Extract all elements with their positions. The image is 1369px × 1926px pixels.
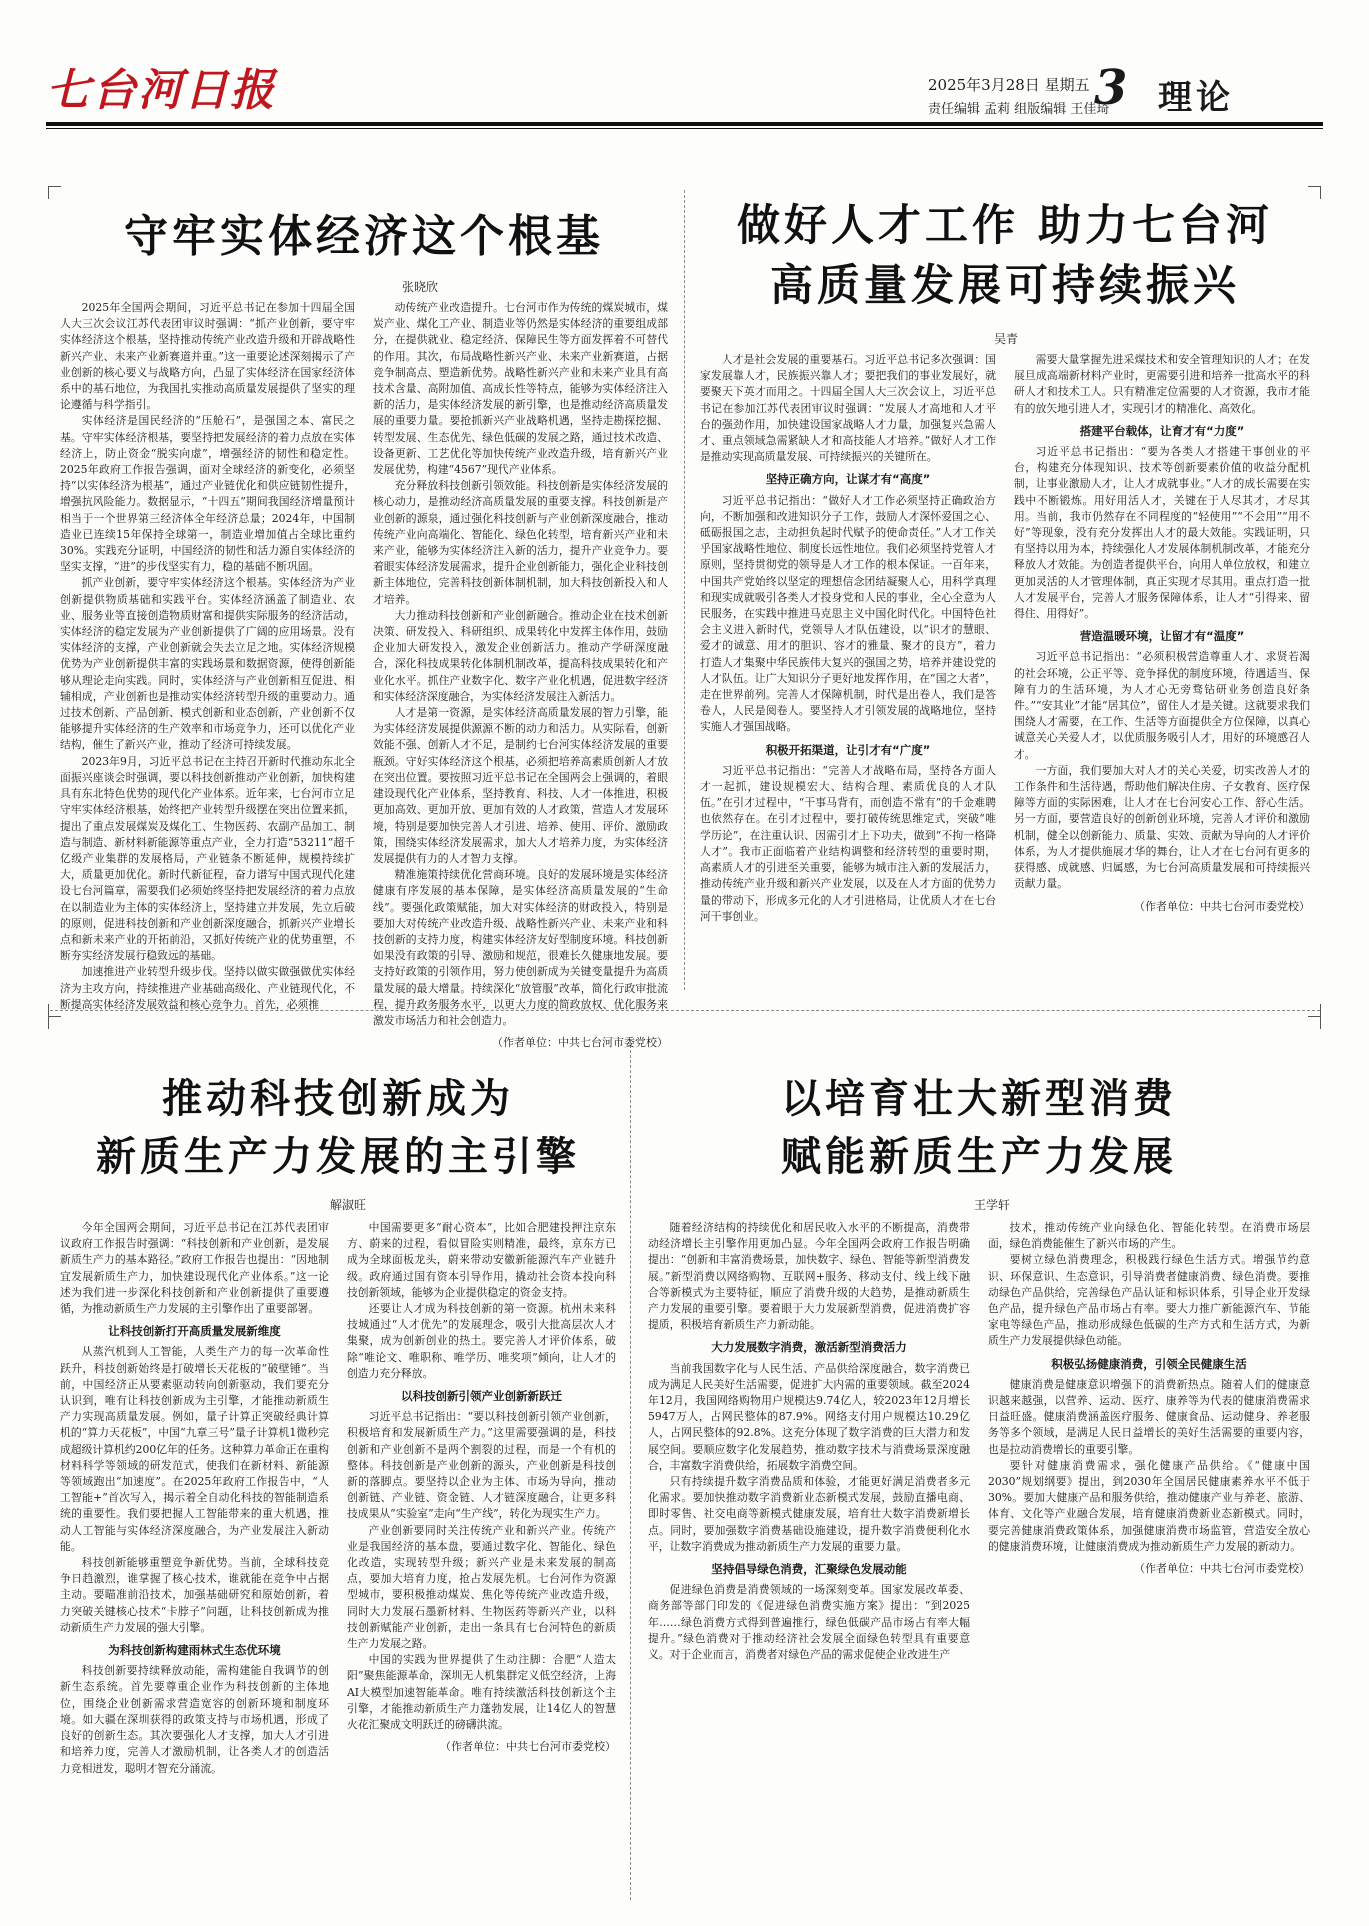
column-divider-bottom — [630, 1040, 631, 1900]
paragraph: 抓产业创新，要守牢实体经济这个根基。实体经济为产业创新提供物质基础和实践平台。实体经济涵盖了制造业、农业、服务业等直接创造物质财富和提供实际服务的经济活动，实体经济的稳定发展为产业创新提供了广阔的应用场景。没有实体经济的支撑，产业创新就会失去立足之地。实体经济规模优势为产业创新提供丰富的实践场景和数据资源，使得创新能够从理论走向实践。同时，实体经济与产业创新相互促进、相辅相成，产业创新也是推动实体经济转型升级的重要动力。通过技术创新、产品创新、模式创新和业态创新，产业创新不仅能够提升实体经济的生产效率和市场竞争力，还可以优化产业结构，催生了新兴产业，推动了经济可持续发展。 — [60, 576, 355, 752]
article-body — [700, 352, 1310, 1000]
paragraph: 中国需要更多“耐心资本”，比如合肥建投押注京东方、蔚来的过程，看似冒险实则精准，最终，京东方已成为全球面板龙头，蔚来带动安徽新能源汽车产业链升级。政府通过国有资本引导作用，撬动社会资本投向科技创新领域，能够为企业提供稳定的资金支持。 — [347, 1221, 616, 1299]
issue-date: 2025年3月28日 星期五 — [928, 76, 1090, 94]
subheading: 积极弘扬健康消费，引领全民健康生活 — [1051, 1356, 1247, 1371]
paragraph: 大力推动科技创新和产业创新融合。推动企业在技术创新决策、研发投入、科研组织、成果转化中发挥主体作用，鼓励企业加大研发投入，激发企业创新活力。推动产学研深度融合，深化科技成果转化体制机制改革，提高科技成果转化和产业化水平。抓住产业数字化、数字产业化机遇，促进数字经济和实体经济深度融合，为实体经济发展注入新活力。 — [373, 608, 668, 703]
paragraph: 科技创新能够重塑竞争新优势。当前，全球科技竞争日趋激烈，谁掌握了核心技术，谁就能在竞争中占据主动。要瞄准前沿技术，加强基础研究和原始创新，着力突破关键核心技术“卡脖子”问题，让科技创新成为推动新质生产力发展的强大引擎。 — [60, 1556, 329, 1634]
column-divider-top — [684, 190, 685, 990]
paragraph: 要树立绿色消费理念，积极践行绿色生活方式。增强节约意识、环保意识、生态意识，引导消费者健康消费、绿色消费。要推动绿色产品供给，完善绿色产品认证和标识体系，引导企业开发绿色产品，提升绿色产品市场占有率。要大力推广新能源汽车、节能家电等绿色产品，推动形成绿色低碳的生产方式和生活方式，为新质生产力发展提供绿色动能。 — [988, 1253, 1310, 1348]
author-affiliation: （作者单位：中共七台河市委党校） — [492, 1036, 668, 1050]
article-headline: 守牢实体经济这个根基 — [124, 211, 604, 262]
headline-line: 以培育壮大新型消费 — [781, 1076, 1177, 1122]
paragraph: 科技创新要持续释放动能，需构建能自我调节的创新生态系统。首先要尊重企业作为科技创新的主体地位，围绕企业创新需求营造宽容的创新环境和制度环境。如大疆在深圳获得的政策支持与市场机遇，形成了良好的创新生态。其次要强化人才支撑，加大人才引进和培养力度，完善人才激励机制，让各类人才的创造活力竞相迸发，聪明才智充分涌流。 — [60, 1664, 329, 1775]
paragraph: 习近平总书记指出：“必须积极营造尊重人才、求贤若渴的社会环境，公正平等、竞争择优的制度环境，待遇适当、保障有力的生活环境，为人才心无旁骛钻研业务创造良好条件。”“安其业”才能“居其位”，留住人才是关键。这就要求我们围绕人才需要，在工作、生活等方面提供全方位保障，以真心诚意关心关爱人才，以优质服务吸引人才，用好的环境感召人才。 — [1014, 650, 1310, 761]
paragraph: 只有持续提升数字消费品质和体验，才能更好满足消费者多元化需求。要加快推动数字消费新业态新模式发展，鼓励直播电商、即时零售、社交电商等新模式健康发展，培育壮大数字消费新增长点。同时，要加强数字消费基础设施建设，提升数字消费便利化水平，让数字消费成为推动新质生产力发展的重要力量。 — [648, 1475, 970, 1553]
article-headline — [60, 1070, 616, 1186]
subheading: 为科技创新构建雨林式生态优环境 — [108, 1643, 281, 1658]
paragraph: 习近平总书记指出：“要以科技创新引领产业创新，积极培育和发展新质生产力。”这里需要强调的是，科技创新和产业创新不是两个割裂的过程，而是一个有机的整体。科技创新是产业创新的源头，产业创新是科技创新的落脚点。要坚持以企业为主体、市场为导向，推动创新链、产业链、资金链、人才链深度融合，让更多科技成果从“实验室”走向“生产线”，转化为现实生产力。 — [347, 1410, 616, 1521]
headline-line: 新质生产力发展的主引擎 — [96, 1134, 580, 1180]
headline-line: 做好人才工作 助力七台河 — [737, 201, 1273, 251]
masthead-rule — [46, 122, 1323, 126]
paragraph: 习近平总书记指出：“完善人才战略布局，坚持各方面人才一起抓，建设规模宏大、结构合理、素质优良的人才队伍。”在引才过程中，“干事马背有，而创造不常有”的千金难聘也依然存在。在引才过程中，要打破传统思维定式，突破“唯学历论”，在注重认识、因需引才上下功夫，做到“不拘一格降人才”。我市正面临着产业结构调整和经济转型的重要时期，高素质人才的引进至关重要，能够为城市注入新的发展活力，推动传统产业升级和新兴产业发展，以及在人才方面的优势力量的带动下，形成多元化的人才引进格局，让优质人才在七台河干事创业。 — [700, 763, 996, 923]
article-body — [648, 1220, 1310, 1900]
paragraph: 技术，推动传统产业向绿色化、智能化转型。在消费市场层面，绿色消费能催生了新兴市场的产生。 — [988, 1221, 1310, 1251]
paragraph: 需要大量掌握先进采煤技术和安全管理知识的人才；在发展旦成高端新材料产业时，更需要引进和培养一批高水平的科研人才和技术工人。只有精准定位需要的人才资源，我市才能有的放矢地引进人才，实现引才的精准化、高效化。 — [1014, 353, 1310, 415]
paragraph: 还要让人才成为科技创新的第一资源。杭州未来科技城通过“人才优先”的发展理念，吸引大批高层次人才集聚，成为创新创业的热土。要完善人才评价体系，破除“唯论文、唯职称、唯学历、唯奖项”倾向，让人才的创造力充分释放。 — [347, 1302, 616, 1380]
paragraph: 精准施策持续优化营商环境。良好的发展环境是实体经济健康有序发展的基本保障，是实体经济高质量发展的“生命线”。要强化政策赋能，加大对实体经济的财政投入，特别是要加大对传统产业改造升级、战略性新兴产业、未来产业和科技创新的支持力度，构建实体经济友好型制度环境。科技创新如果没有政策的引导、激励和规范，很难长久健康地发展。要支持好政策的引领作用，努力使创新成为关键变量提升为高质量发展的最大增量。持续深化“放管服”改革，简化行政审批流程，提升政务服务水平，以更大力度的简政放权、优化服务来激发市场活力和社会创造力。 — [373, 868, 668, 1027]
article-column — [648, 1220, 970, 1900]
subheading: 搭建平台载体，让育才有“力度” — [1079, 423, 1245, 438]
section-title: 理论 — [1158, 78, 1234, 118]
subheading: 坚持正确方向，让谋才有“高度” — [765, 472, 931, 487]
article-byline: 张晓欣 — [401, 280, 438, 294]
paragraph: 加速推进产业转型升级步伐。坚持以做实做强做优实体经济为主攻方向，持续推进产业基础高级化、产业链现代化，不断提高实体经济发展效益和核心竞争力。首先，必须推 — [60, 965, 355, 1011]
paragraph: 促进绿色消费是消费领域的一场深刻变革。国家发展改革委、商务部等部门印发的《促进绿色消费实施方案》提出：“到2025年……绿色消费方式得到普遍推行，绿色低碳产品市场占有率大幅提升。”绿色消费对于推动经济社会发展全面绿色转型具有重要意义。对于企业而言，消费者对绿色产品的需求促使企业改进生产 — [648, 1583, 970, 1662]
paragraph: 动传统产业改造提升。七台河市作为传统的煤炭城市，煤炭产业、煤化工产业、制造业等仍然是实体经济的重要组成部分，在提供就业、稳定经济、保障民生等方面发挥着不可替代的作用。其次，布局战略性新兴产业、未来产业新赛道，占据竞争制高点、塑造新优势。战略性新兴产业和未来产业具有高技术含量、高附加值、高成长性等特点，能够为实体经济注入新的活力，是实体经济发展的新引擎，也是推动经济高质量发展的重要力量。要抢抓新兴产业战略机遇，坚持走勘探挖掘、转型发展、生态优先、绿色低碳的发展之路，通过技术改造、设备更新、工艺优化等加快传统产业改造升级，培育新兴产业发展优势，构建“4567”现代产业体系。 — [373, 301, 668, 477]
paragraph: 产业创新要同时关注传统产业和新兴产业。传统产业是我国经济的基本盘，要通过数字化、智能化、绿色化改造，实现转型升级；新兴产业是未来发展的制高点，要加大培育力度，抢占发展先机。七台河作为资源型城市，要积极推动煤炭、焦化等传统产业改造升级，同时大力发展石墨新材料、生物医药等新兴产业，以科技创新赋能产业创新，走出一条具有七台河特色的新质生产力发展之路。 — [347, 1523, 616, 1651]
masthead — [0, 0, 1369, 118]
article-headline — [700, 196, 1310, 316]
article-solid-economy — [60, 140, 668, 1050]
newspaper-logo: 七台河日报 — [46, 65, 276, 116]
article-column — [60, 1220, 329, 1900]
frame-corner — [48, 1016, 61, 1029]
article-column — [1014, 352, 1310, 1000]
article-body — [60, 1220, 616, 1900]
page-number: 3 — [1094, 60, 1128, 116]
article-column — [700, 352, 996, 1000]
article-talent-work — [700, 140, 1310, 1000]
paragraph: 人才是社会发展的重要基石。习近平总书记多次强调：国家发展靠人才，民族振兴靠人才；要把我们的事业发展好，就要聚天下英才而用之。十四届全国人大三次会议上，习近平总书记在参加江苏代表团审议时强调：“发展人才高地和人才平台的强劲作用，加快建设国家战略人才力量，加强复兴急需人才、重点领域急需紧缺人才和高技能人才培养。”做好人才工作是推动实现高质量发展、可持续振兴的关键所在。 — [700, 353, 996, 464]
paragraph: 从蒸汽机到人工智能，人类生产力的每一次革命性跃升，科技创新始终是打破增长天花板的“破壁锤”。当前，中国经济正从要素驱动转向创新驱动，我们要充分认识到，唯有让科技创新成为主引擎，才能推动新质生产力实现高质量发展。例如，量子计算正突破经典计算机的“算力天花板”，中国“九章三号”量子计算机1微秒完成超级计算机约200亿年的任务。这种算力革命正在重构材料科学等领域的研发范式，使我们在新材料、新能源等领域跑出“加速度”。在2025年政府工作报告中，“人工智能+”首次写入，揭示着全自动化科技的智能制造系统的重要性。我们要把握人工智能带来的重大机遇，推动人工智能与实体经济深度融合，为产业发展注入新动能。 — [60, 1345, 329, 1553]
article-column — [347, 1220, 616, 1900]
article-headline — [648, 1070, 1310, 1186]
article-new-consumption — [648, 1030, 1310, 1900]
article-byline: 解淑旺 — [329, 1198, 366, 1212]
headline-line: 赋能新质生产力发展 — [781, 1134, 1177, 1180]
subheading: 让科技创新打开高质量发展新维度 — [108, 1324, 281, 1339]
paragraph: 今年全国两会期间，习近平总书记在江苏代表团审议政府工作报告时强调：“科技创新和产业创新，是发展新质生产力的基本路径。”政府工作报告也提出：“因地制宜发展新质生产力，加快建设现代化产业体系。”这一论述为我们进一步深化科技创新和产业创新提供了重要遵循，为推动新质生产力发展的主引擎作出了重要部署。 — [60, 1221, 329, 1316]
paragraph: 人才是第一资源，是实体经济高质量发展的智力引擎，能为实体经济发展提供源源不断的动力和活力。从实际看，创新效能不强、创新人才不足，是制约七台河实体经济发展的重要瓶颈。守好实体经济这个根基，必须把培养高素质创新人才放在突出位置。要按照习近平总书记在全国两会上强调的，着眼建设现代化产业体系，坚持教育、科技、人才一体推进，积极更加高效、更加开放、更加有效的人才政策，营造人才发展环境，特别是要加快完善人才引进、培养、使用、评价、激励政策，围绕实体经济发展需求，加大人才培养力度，为实体经济发展提供有力的人才智力支撑。 — [373, 706, 668, 865]
paragraph: 健康消费是健康意识增强下的消费新热点。随着人们的健康意识越来越强，以营养、运动、医疗、康养等为代表的健康消费需求日益旺盛。健康消费涵盖医疗服务、健康食品、运动健身、养老服务等多个领域，是满足人民日益增长的美好生活需要的重要内容，也是拉动消费增长的重要引擎。 — [988, 1377, 1310, 1456]
paragraph: 习近平总书记指出：“要为各类人才搭建干事创业的平台，构建充分体现知识、技术等创新要素价值的收益分配机制，让事业激励人才，让人才成就事业。”人才的成长需要在实践中不断锻炼。用好用活人才，关键在于人尽其才，才尽其用。当前，我市仍然存在不同程度的“轻使用”“不会用”“用不好”等现象，没有充分发挥出人才的最大效能。实践证明，只有坚持以用为本，持续强化人才发展体制机制改革，才能充分释放人才效能。为创造者提供平台，向用人单位放权，和建立更加灵活的人才管理体制，真正实现才尽其用。重点打造一批人才发展平台，完善人才服务保障体系，让人才“引得来、留得住、用得好”。 — [1014, 445, 1310, 621]
paragraph: 充分释放科技创新引领效能。科技创新是实体经济发展的核心动力，是推动经济高质量发展的重要支撑。科技创新是产业创新的源泉，通过强化科技创新与产业创新深度融合，推动传统产业向高端化、智能化、绿色化转型，培育新兴产业和未来产业，能够为实体经济注入新的活力，提升产业竞争力。要着眼实体经济发展需求，提升企业创新能力，强化企业科技创新主体地位，完善科技创新体制机制，加大科技创新投入和人才培养。 — [373, 479, 668, 606]
headline-line: 高质量发展可持续振兴 — [770, 261, 1240, 311]
article-byline: 王学轩 — [973, 1198, 1010, 1212]
paragraph: 实体经济是国民经济的“压舱石”，是强国之本、富民之基。守牢实体经济根基，要坚持把发展经济的着力点放在实体经济上，防止资金“脱实向虚”，增强经济的韧性和稳定性。2025年政府工作报告强调，面对全球经济的新变化，必须坚持“以实体经济为根基”，通过产业链优化和供应链韧性提升，增强抗风险能力。数据显示，“十四五”期间我国经济增量预计相当于一个世界第三经济体全年经济总量；2024年，中国制造业已连续15年保持全球第一，制造业增加值占全球比重约30%。实践充分证明，中国经济的韧性和活力源自实体经济的坚实支撑，“进”的步伐坚实有力，稳的基础不断巩固。 — [60, 414, 355, 574]
masthead-rule-thin — [46, 128, 1323, 129]
subheading: 坚持倡导绿色消费，汇聚绿色发展动能 — [711, 1562, 907, 1577]
author-affiliation: （作者单位：中共七台河市委党校） — [1134, 1562, 1310, 1576]
article-column — [60, 300, 355, 1011]
article-body — [60, 300, 668, 1050]
paragraph: 当前我国数字化与人民生活、产品供给深度融合，数字消费已成为满足人民美好生活需要，促进扩大内需的重要领域。截至2024年12月，我国网络购物用户规模达9.74亿人，较2023年12月增长5947万人，占网民整体的87.9%。网络支付用户规模达10.29亿人，占网民整体的92.8%。这充分体现了数字消费的巨大潜力和发展空间。要顺应数字化发展趋势，推动数字技术与消费场景深度融合，丰富数字消费供给，拓展数字消费空间。 — [648, 1361, 970, 1472]
author-affiliation: （作者单位：中共七台河市委党校） — [1134, 899, 1310, 913]
editor-credits: 责任编辑 孟莉 组版编辑 王佳琦 — [928, 102, 1110, 117]
article-byline: 吴青 — [993, 332, 1018, 346]
paragraph: 一方面，我们要加大对人才的关心关爱，切实改善人才的工作条件和生活待遇，帮助他们解决住房、子女教育、医疗保障等方面的实际困难，让人才在七台河安心工作、舒心生活。另一方面，要营造良好的创新创业环境，完善人才评价和激励机制，健全以创新能力、质量、实效、贡献为导向的人才评价体系，为人才提供施展才华的舞台，让人才在七台河有更多的获得感、成就感、归属感，为七台河高质量发展和可持续振兴贡献力量。 — [1014, 763, 1310, 891]
paragraph: 2025年全国两会期间，习近平总书记在参加十四届全国人大三次会议江苏代表团审议时强调：“抓产业创新，要守牢实体经济这个根基，坚持推动传统产业改造升级和开辟战略性新兴产业、未来产业新赛道并重。”这一重要论述深刻揭示了产业创新的核心要义与战略方向，凸显了实体经济在国家经济体系中的基石地位，为我国扎实推动高质量发展提供了坚实的理论遵循与科学指引。 — [60, 301, 355, 412]
headline-line: 推动科技创新成为 — [162, 1076, 514, 1122]
paragraph: 要针对健康消费需求，强化健康产品供给。《“健康中国2030”规划纲要》提出，到2030年全国居民健康素养水平不低于30%。要加大健康产品和服务供给，推动健康产业与养老、旅游、体育、文化等产业融合发展，培育健康消费新业态新模式。同时，要完善健康消费政策体系，加强健康消费市场监管，营造安全放心的健康消费环境，让健康消费成为推动新质生产力发展的新动力。 — [988, 1458, 1310, 1553]
article-tech-innovation — [60, 1030, 616, 1900]
paragraph: 习近平总书记指出：“做好人才工作必须坚持正确政治方向，不断加强和改进知识分子工作，鼓励人才深怀爱国之心、砥砺报国之志，主动担负起时代赋予的使命责任。”人才工作关乎国家战略性地位、制度长远性地位。我们必须坚持党管人才原则，坚持贯彻党的领导是人才工作的根本保证。一百年来，中国共产党始终以坚定的理想信念团结凝聚人心，用科学真理和现实成就吸引各类人才投身党和人民的事业，全心全意为人民服务，在实践中推进马克思主义中国化时代化。中国特色社会主义进入新时代，党领导人才队伍建设，以“识才的慧眼、爱才的诚意、用才的胆识、容才的雅量、聚才的良方”，着力打造人才集聚中华民族伟大复兴的强国之势，培养并建设党的人才队伍。让广大知识分子更好地发挥作用，在“国之大者”，走在世界前列。完善人才保障机制，时代是出卷人，我们是答卷人，人民是阅卷人。要坚持人才引领发展的战略地位，坚持实施人才强国战略。 — [700, 493, 996, 734]
article-column — [988, 1220, 1310, 1900]
paragraph: 中国的实践为世界提供了生动注脚：合肥“人造太阳”聚焦能源革命，深圳无人机集群定义低空经济，上海AI大模型加速智能革命。唯有持续激活科技创新这个主引擎，才能推动新质生产力蓬勃发展，让14亿人的智慧火花汇聚成文明跃迁的磅礴洪流。 — [347, 1653, 616, 1732]
subheading: 以科技创新引领产业创新新跃迁 — [401, 1389, 562, 1404]
paragraph: 2023年9月，习近平总书记在主持召开新时代推动东北全面振兴座谈会时强调，要以科技创新推动产业创新，加快构建具有东北特色优势的现代化产业体系。近年来，七台河市立足守牢实体经济根基，始终把产业转型升级摆在突出位置来抓，提出了重点发展煤炭及煤化工、生物医药、农副产品加工、制造与制造、新材料新能源等重点产业，全力打造“53211”超千亿级产业集群的发展格局，产业链条不断延伸，规模持续扩大，质量更加优化。新时代新征程，奋力谱写中国式现代化建设七台河篇章，需要我们必须始终坚持把发展经济的着力点放在以制造业为主体的实体经济上，坚持建立并发展，先立后破的原则，促进科技创新和产业创新深度融合，抓新兴产业增长点和新未来产业的开拓前沿，又抓好传统产业的优势重塑，不断夯实经济发展行稳致远的基础。 — [60, 754, 355, 963]
paragraph: 随着经济结构的持续优化和居民收入水平的不断提高，消费带动经济增长主引擎作用更加凸显。今年全国两会政府工作报告明确提出：“创新和丰富消费场景，加快数字、绿色、智能等新型消费发展。”新型消费以网络购物、互联网+服务、移动支付、线上线下融合等新模式为主要特征，顺应了消费升级的大趋势，是推动新质生产力发展的重要引擎。要着眼于大力发展新型消费，促进消费扩容提质，积极培育新质生产力新动能。 — [648, 1221, 970, 1332]
author-affiliation: （作者单位：中共七台河市委党校） — [440, 1740, 616, 1754]
subheading: 积极开拓渠道，让引才有“广度” — [765, 742, 931, 757]
subheading: 营造温暖环境，让留才有“温度” — [1079, 629, 1245, 644]
article-column — [373, 300, 668, 1050]
subheading: 大力发展数字消费，激活新型消费活力 — [711, 1340, 907, 1355]
frame-corner — [1308, 1016, 1321, 1029]
